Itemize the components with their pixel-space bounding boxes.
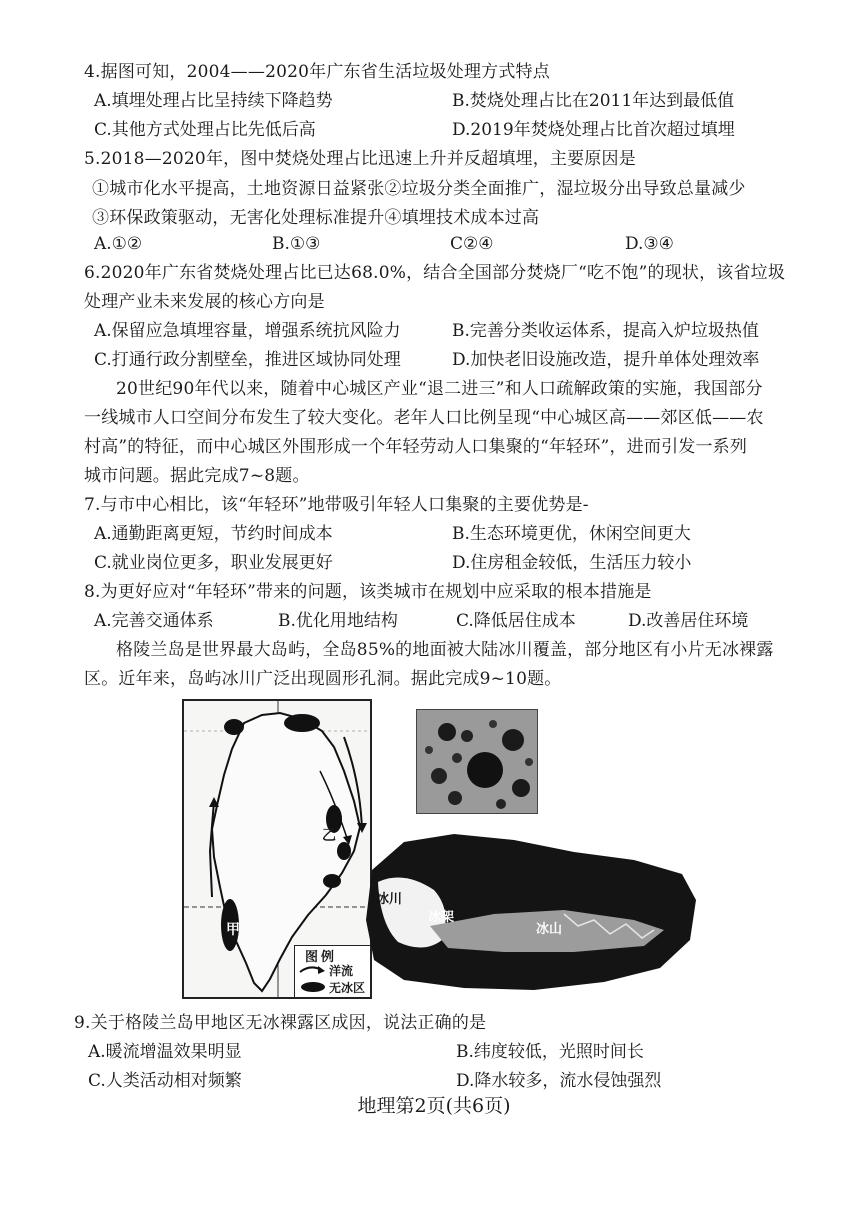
q8-option-a: A.完善交通体系 [94, 611, 214, 631]
passage2-line2: 区。近年来，岛屿冰川广泛出现圆形孔洞。据此完成9~10题。 [84, 669, 562, 689]
q6-option-c: C.打通行政分割壁垒，推进区域协同处理 [94, 350, 401, 370]
hole [496, 799, 506, 809]
hole [525, 758, 533, 766]
hole [438, 723, 456, 741]
passage2-line1: 格陵兰岛是世界最大岛屿，全岛85%的地面被大陆冰川覆盖，部分地区有小片无冰裸露 [116, 640, 774, 660]
hole [502, 729, 524, 751]
icefree-area-northwest [224, 719, 244, 735]
label-glacier: 冰川 [376, 892, 403, 907]
glacier-holes-drawing [417, 710, 537, 813]
q7-option-d: D.住房租金较低，生活压力较小 [452, 553, 692, 573]
q4-option-a: A.填埋处理占比呈持续下降趋势 [94, 91, 333, 111]
q6-stem-line2: 处理产业未来发展的核心方向是 [84, 292, 325, 312]
q4-option-d: D.2019年焚烧处理占比首次超过填埋 [452, 120, 735, 140]
hole [452, 753, 462, 763]
greenland-figure [178, 697, 698, 1002]
q9-stem: 9.关于格陵兰岛甲地区无冰裸露区成因，说法正确的是 [74, 1013, 487, 1033]
passage1-line2: 一线城市人口空间分布发生了较大变化。老年人口比例呈现“中心城区高——郊区低——农 [84, 408, 764, 428]
hole [448, 791, 462, 805]
q8-option-d: D.改善居住环境 [628, 611, 749, 631]
q5-option-b: B.①③ [272, 234, 321, 254]
q6-stem-line1: 6.2020年广东省焚烧处理占比已达68.0%，结合全国部分焚烧厂“吃不饱”的现状，该省垃圾 [84, 263, 786, 283]
hole [431, 768, 447, 784]
q6-option-d: D.加快老旧设施改造，提升单体处理效率 [452, 350, 760, 370]
passage1-line3: 村高”的特征，而中心城区外围形成一个年轻劳动人口集聚的“年轻环”，进而引发一系列 [84, 437, 748, 457]
q5-option-a: A.①② [94, 234, 143, 254]
q7-option-c: C.就业岗位更多，职业发展更好 [94, 553, 333, 573]
q5-stem: 5.2018—2020年，图中焚烧处理占比迅速上升并反超填埋，主要原因是 [84, 149, 636, 169]
q8-option-c: C.降低居住成本 [456, 611, 576, 631]
legend-title: 图例 [305, 950, 338, 965]
hole-large [467, 752, 503, 788]
q7-stem: 7.与市中心相比，该“年轻环”地带吸引年轻人口集聚的主要优势是- [84, 495, 589, 515]
page-footer: 地理第2页(共6页) [357, 1095, 511, 1117]
legend-icefree-label: 无冰区 [329, 981, 366, 995]
q9-option-a: A.暖流增温效果明显 [88, 1042, 242, 1062]
passage1-line1: 20世纪90年代以来，随着中心城区产业“退二进三”和人口疏解政策的实施，我国部分 [116, 379, 763, 399]
q9-option-c: C.人类活动相对频繁 [88, 1071, 242, 1091]
hole [425, 746, 433, 754]
hole [489, 720, 497, 728]
legend-current-label: 洋流 [329, 964, 354, 978]
q9-option-b: B.纬度较低，光照时间长 [456, 1042, 644, 1062]
q5-statement-line2: ③环保政策驱动，无害化处理标准提升④填埋技术成本过高 [92, 208, 540, 228]
q6-option-b: B.完善分类收运体系，提高入炉垃圾热值 [452, 321, 759, 341]
q9-option-d: D.降水较多，流水侵蚀强烈 [456, 1071, 662, 1091]
q4-option-c: C.其他方式处理占比先低后高 [94, 120, 316, 140]
q6-option-a: A.保留应急填埋容量，增强系统抗风险力 [94, 321, 401, 341]
q4-stem: 4.据图可知，2004——2020年广东省生活垃圾处理方式特点 [84, 62, 550, 82]
q5-option-c: C②④ [450, 234, 494, 254]
label-iceshelf: 冰架 [428, 910, 455, 925]
q4-option-b: B.焚烧处理占比在2011年达到最低值 [452, 91, 735, 111]
greenland-map [182, 699, 372, 999]
q5-option-d: D.③④ [625, 234, 674, 254]
map-label-jia: 甲 [226, 922, 240, 938]
legend-arrowhead-icon [318, 966, 325, 974]
map-label-yi: 乙 [322, 828, 336, 844]
hole [512, 779, 530, 797]
label-iceberg: 冰山 [536, 922, 563, 937]
legend-symbols [298, 962, 328, 999]
q7-option-a: A.通勤距离更短，节约时间成本 [94, 524, 333, 544]
q8-stem: 8.为更好应对“年轻环”带来的问题，该类城市在规划中应采取的根本措施是 [84, 582, 652, 602]
q5-statement-line1: ①城市化水平提高，土地资源日益紧张②垃圾分类全面推广，湿垃圾分出导致总量减少 [92, 179, 746, 199]
icefree-area-southeast [323, 874, 341, 888]
glacier-holes-photo [416, 709, 538, 814]
q7-option-b: B.生态环境更优，休闲空间更大 [452, 524, 691, 544]
legend-icefree-icon [301, 982, 325, 992]
hole [461, 730, 473, 742]
glacier-iceshelf-photo [364, 830, 698, 993]
passage1-line4: 城市问题。据此完成7~8题。 [84, 466, 310, 486]
q8-option-b: B.优化用地结构 [278, 611, 398, 631]
icefree-area-north [284, 714, 320, 732]
map-legend [294, 945, 372, 999]
glacier-iceshelf-drawing [364, 830, 698, 993]
